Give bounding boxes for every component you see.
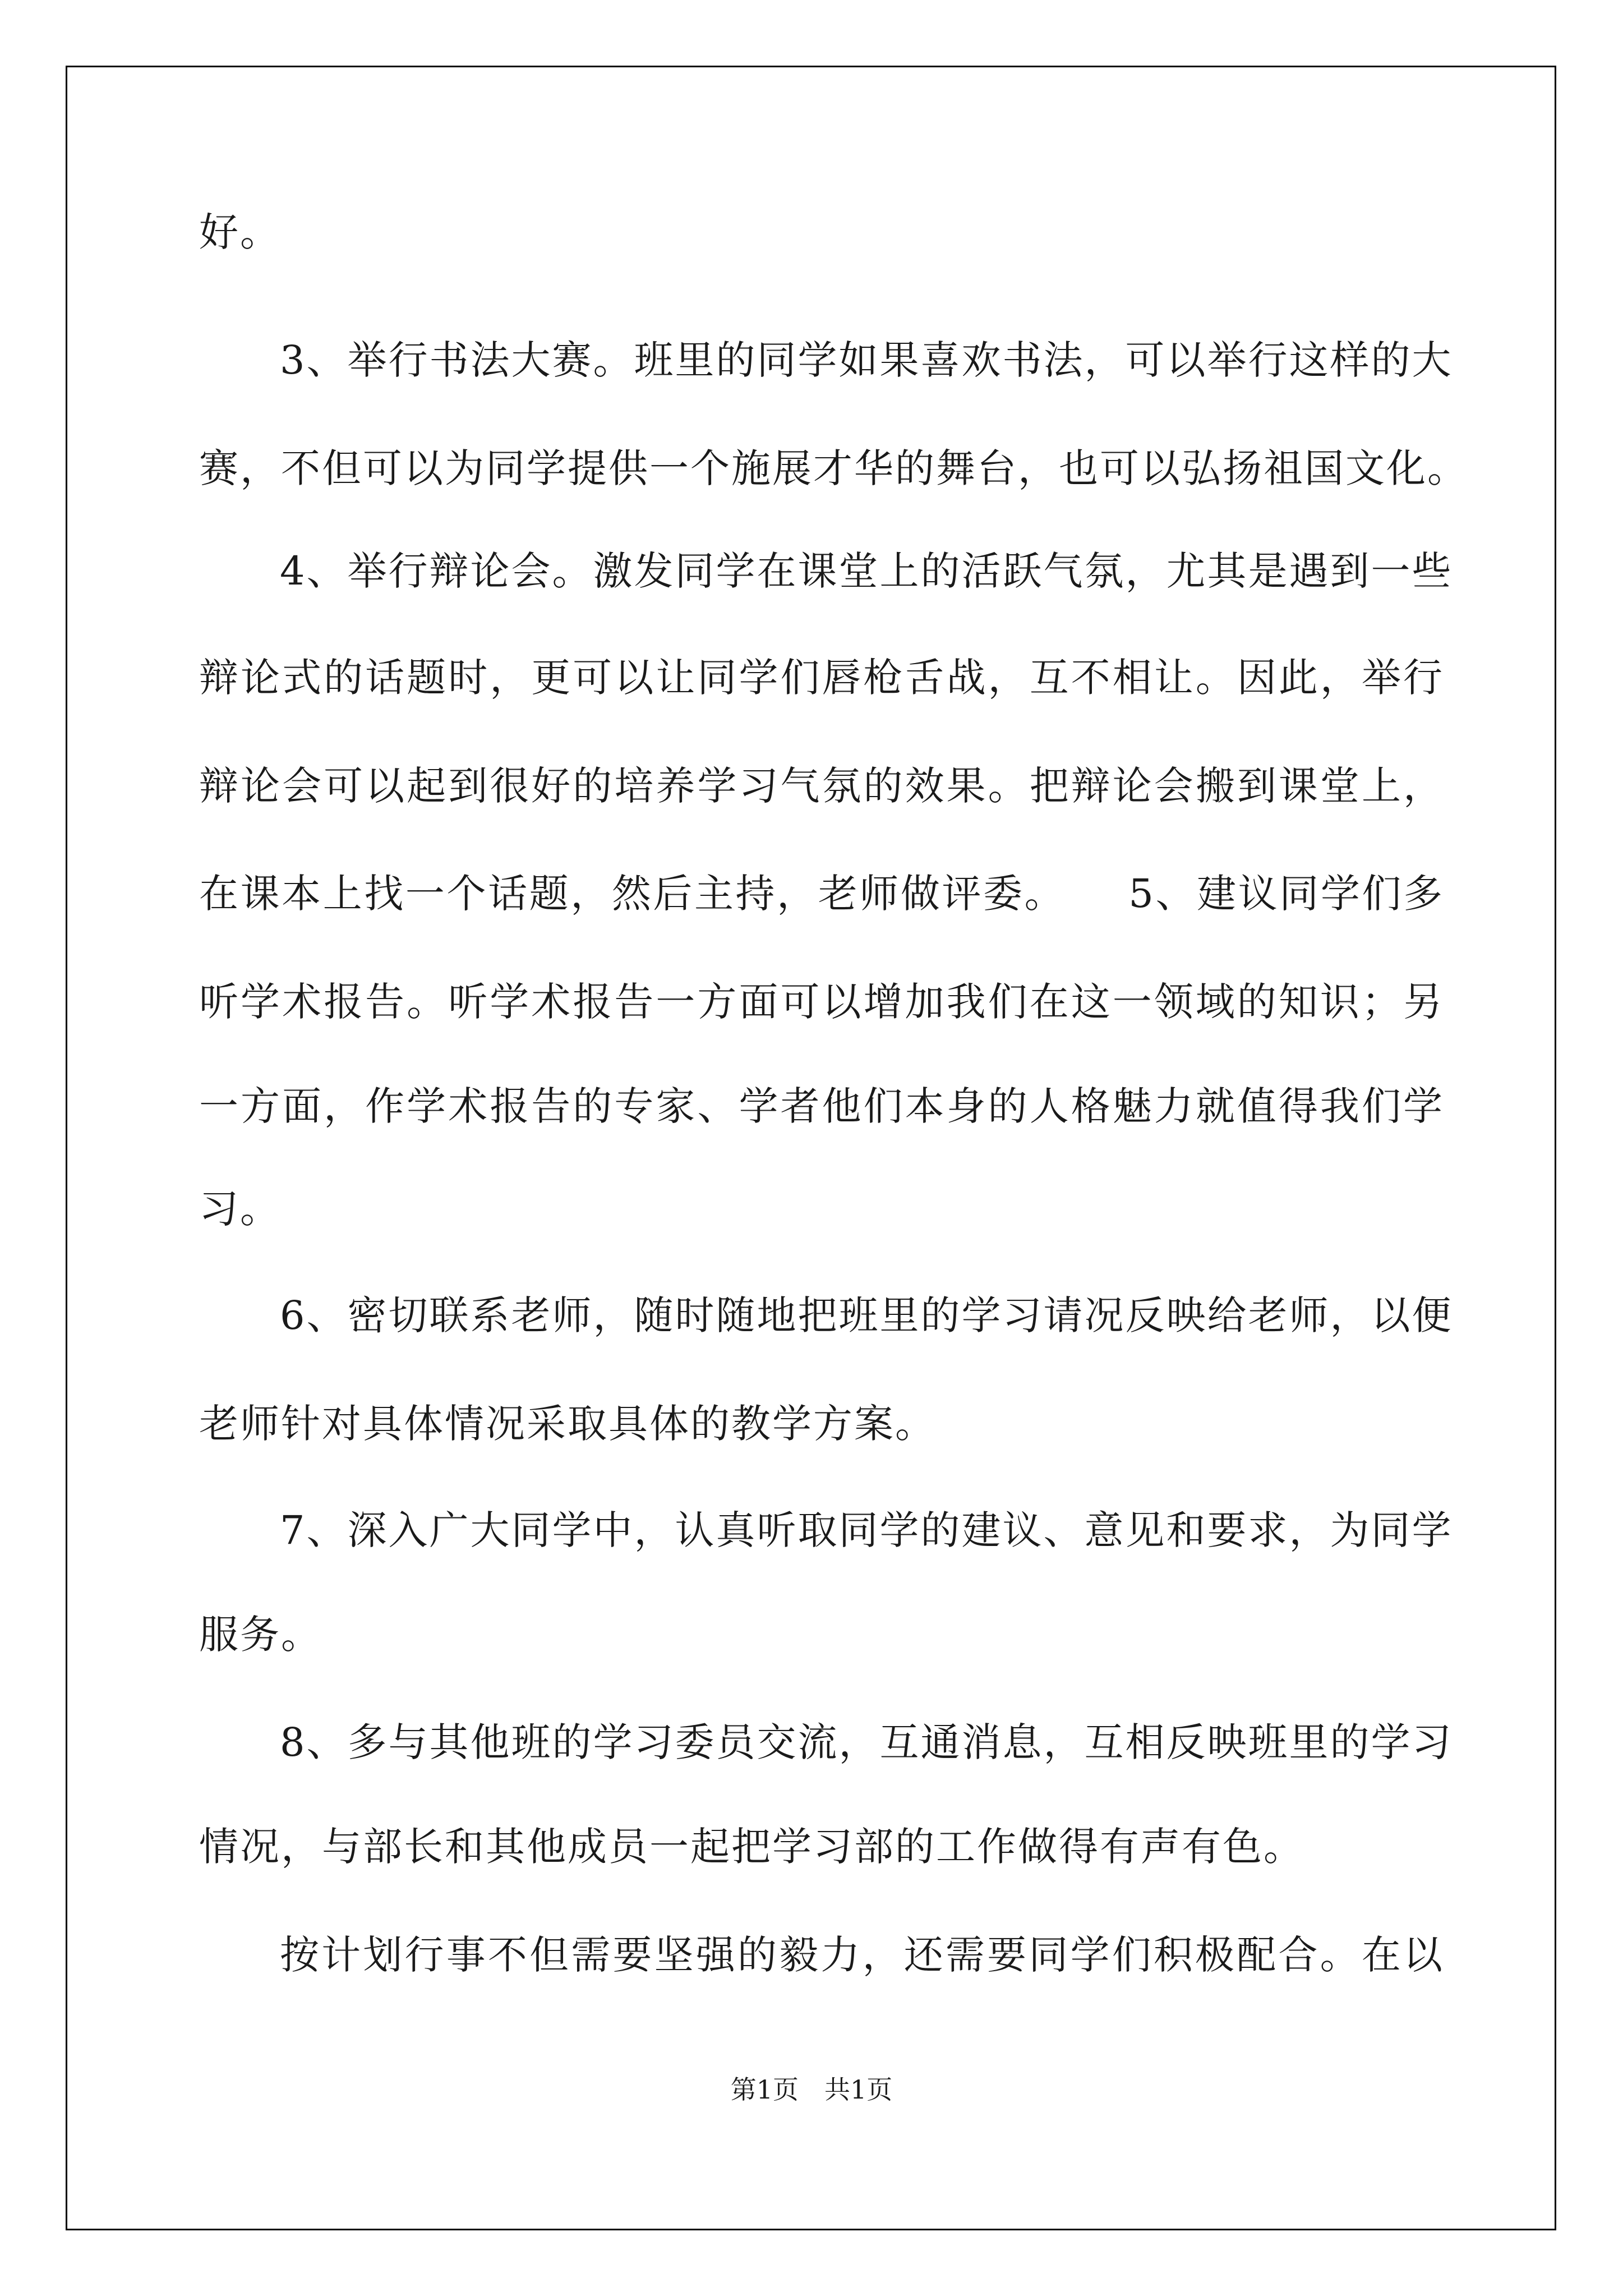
page-border — [66, 66, 1556, 2230]
text-line: 老师针对具体情况采取具体的教学方案。 — [199, 1401, 936, 1447]
text-line: 服务。 — [199, 1612, 322, 1658]
text-line: 7、深入广大同学中，认真听取同学的建议、意见和要求，为同学 — [280, 1507, 1453, 1553]
text-line: 习。 — [199, 1186, 281, 1232]
text-line: 听学术报告。听学术报告一方面可以增加我们在这一领域的知识；另 — [199, 979, 1444, 1025]
text-line: 情况，与部长和其他成员一起把学习部的工作做得有声有色。 — [199, 1824, 1304, 1870]
text-line: 8、多与其他班的学习委员交流，互通消息，互相反映班里的学习 — [280, 1719, 1453, 1765]
text-line: 6、密切联系老师，随时随地把班里的学习请况反映给老师，以便 — [280, 1292, 1453, 1338]
text-line: 好。 — [199, 209, 281, 255]
text-line: 辩论会可以起到很好的培养学习气氛的效果。把辩论会搬到课堂上， — [199, 763, 1444, 809]
text-line: 赛，不但可以为同学提供一个施展才华的舞台，也可以弘扬祖国文化。 — [199, 445, 1468, 491]
text-line: 在课本上找一个话题，然后主持，老师做评委。 5、建议同学们多 — [199, 871, 1444, 917]
text-line: 辩论式的话题时，更可以让同学们唇枪舌战，互不相让。因此，举行 — [199, 655, 1444, 701]
text-line: 3、举行书法大赛。班里的同学如果喜欢书法，可以举行这样的大 — [280, 337, 1453, 383]
page-number-footer: 第1页 共1页 — [730, 2074, 893, 2105]
text-line: 4、举行辩论会。激发同学在课堂上的活跃气氛，尤其是遇到一些 — [280, 548, 1453, 594]
text-line: 按计划行事不但需要坚强的毅力，还需要同学们积极配合。在以 — [280, 1932, 1444, 1978]
text-line: 一方面，作学术报告的专家、学者他们本身的人格魅力就值得我们学 — [199, 1083, 1444, 1129]
